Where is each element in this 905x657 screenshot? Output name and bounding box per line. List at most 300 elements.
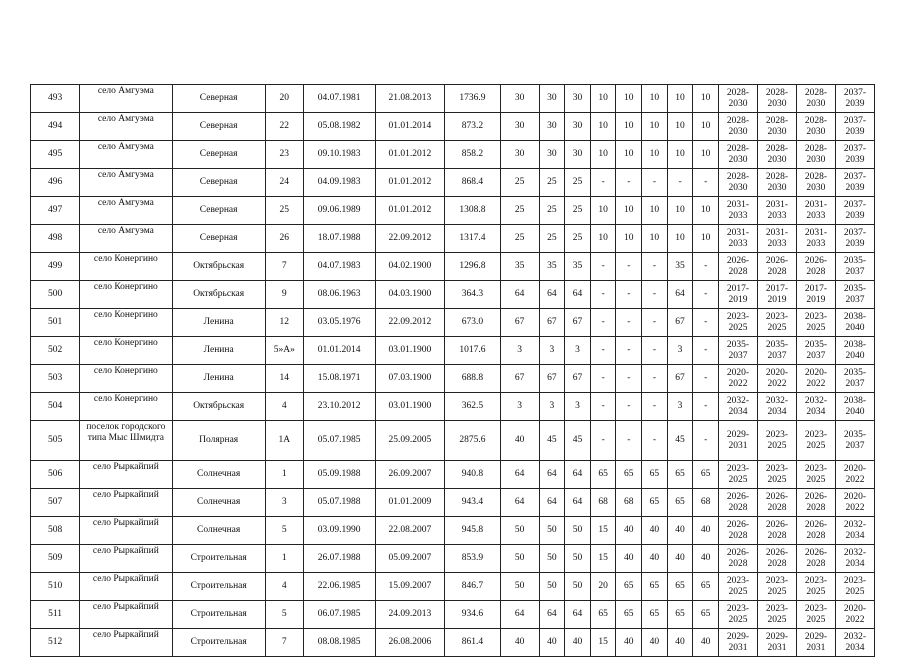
street-cell: Строительная	[172, 629, 265, 657]
street-cell: Строительная	[172, 573, 265, 601]
house-number-cell: 9	[265, 281, 303, 309]
house-number-cell: 24	[265, 169, 303, 197]
table-row	[31, 225, 875, 253]
table-row	[31, 337, 875, 365]
street-cell: Октябрьская	[172, 393, 265, 421]
repair-period-cell: 2017-2019	[796, 281, 835, 309]
wear-value-cell: 68	[590, 489, 616, 517]
wear-value-cell: 50	[539, 573, 565, 601]
repair-period-cell: 2038-2040	[835, 309, 874, 337]
locality-cell: село Конергино	[80, 253, 172, 281]
registration-date-cell: 05.09.2007	[375, 545, 445, 573]
street-cell: Ленина	[172, 365, 265, 393]
table-row	[31, 365, 875, 393]
wear-value-cell: -	[642, 169, 668, 197]
wear-value-cell: 65	[667, 489, 693, 517]
table-row	[31, 517, 875, 545]
locality-cell: село Рыркайпий	[80, 545, 172, 573]
wear-value-cell: 45	[565, 421, 591, 461]
wear-value-cell: 3	[565, 393, 591, 421]
house-number-cell: 5»А»	[265, 337, 303, 365]
repair-period-cell: 2017-2019	[718, 281, 757, 309]
area-cell: 2875.6	[445, 421, 500, 461]
wear-value-cell: 3	[539, 337, 565, 365]
wear-value-cell: 10	[642, 113, 668, 141]
row-number-cell: 505	[31, 421, 80, 461]
construction-date-cell: 15.08.1971	[303, 365, 375, 393]
wear-value-cell: 40	[667, 517, 693, 545]
house-number-cell: 5	[265, 517, 303, 545]
registration-date-cell: 03.01.1900	[375, 337, 445, 365]
wear-value-cell: -	[642, 421, 668, 461]
house-number-cell: 7	[265, 253, 303, 281]
wear-value-cell: 25	[500, 197, 539, 225]
repair-period-cell: 2028-2030	[796, 113, 835, 141]
wear-value-cell: 10	[590, 85, 616, 113]
area-cell: 846.7	[445, 573, 500, 601]
wear-value-cell: 65	[693, 601, 719, 629]
registration-date-cell: 04.03.1900	[375, 281, 445, 309]
house-number-cell: 5	[265, 601, 303, 629]
wear-value-cell: 65	[642, 489, 668, 517]
repair-period-cell: 2023-2025	[718, 601, 757, 629]
row-number-cell: 509	[31, 545, 80, 573]
wear-value-cell: 64	[539, 461, 565, 489]
wear-value-cell: 67	[667, 309, 693, 337]
construction-date-cell: 05.09.1988	[303, 461, 375, 489]
repair-period-cell: 2026-2028	[757, 489, 796, 517]
area-cell: 868.4	[445, 169, 500, 197]
repair-period-cell: 2037-2039	[835, 169, 874, 197]
repair-period-cell: 2031-2033	[757, 225, 796, 253]
house-number-cell: 4	[265, 573, 303, 601]
construction-date-cell: 26.07.1988	[303, 545, 375, 573]
row-number-cell: 494	[31, 113, 80, 141]
repair-period-cell: 2029-2031	[757, 629, 796, 657]
wear-value-cell: 25	[500, 169, 539, 197]
repair-period-cell: 2032-2034	[835, 545, 874, 573]
wear-value-cell: 50	[539, 517, 565, 545]
locality-cell: село Амгуэма	[80, 169, 172, 197]
wear-value-cell: 67	[539, 365, 565, 393]
wear-value-cell: 40	[500, 421, 539, 461]
row-number-cell: 500	[31, 281, 80, 309]
registration-date-cell: 03.01.1900	[375, 393, 445, 421]
wear-value-cell: 25	[565, 225, 591, 253]
wear-value-cell: 30	[539, 141, 565, 169]
repair-period-cell: 2038-2040	[835, 393, 874, 421]
repair-period-cell: 2037-2039	[835, 141, 874, 169]
wear-value-cell: -	[590, 393, 616, 421]
wear-value-cell: 40	[539, 629, 565, 657]
construction-date-cell: 03.09.1990	[303, 517, 375, 545]
repair-period-cell: 2023-2025	[718, 573, 757, 601]
repair-period-cell: 2031-2033	[796, 225, 835, 253]
row-number-cell: 493	[31, 85, 80, 113]
row-number-cell: 508	[31, 517, 80, 545]
wear-value-cell: 35	[565, 253, 591, 281]
wear-value-cell: 40	[616, 517, 642, 545]
table-row	[31, 393, 875, 421]
row-number-cell: 498	[31, 225, 80, 253]
table-row	[31, 85, 875, 113]
repair-period-cell: 2026-2028	[757, 545, 796, 573]
wear-value-cell: 64	[565, 489, 591, 517]
wear-value-cell: 50	[500, 517, 539, 545]
wear-value-cell: -	[693, 393, 719, 421]
wear-value-cell: 10	[590, 141, 616, 169]
wear-value-cell: 40	[693, 629, 719, 657]
repair-period-cell: 2026-2028	[796, 489, 835, 517]
wear-value-cell: 65	[642, 461, 668, 489]
wear-value-cell: 3	[500, 337, 539, 365]
wear-value-cell: 40	[616, 545, 642, 573]
locality-cell: село Рыркайпий	[80, 517, 172, 545]
house-number-cell: 23	[265, 141, 303, 169]
repair-period-cell: 2035-2037	[718, 337, 757, 365]
row-number-cell: 503	[31, 365, 80, 393]
wear-value-cell: 25	[539, 197, 565, 225]
wear-value-cell: -	[590, 253, 616, 281]
locality-cell: село Рыркайпий	[80, 629, 172, 657]
repair-period-cell: 2026-2028	[757, 517, 796, 545]
wear-value-cell: -	[616, 281, 642, 309]
wear-value-cell: 10	[693, 225, 719, 253]
street-cell: Солнечная	[172, 461, 265, 489]
document-page	[30, 84, 875, 657]
house-number-cell: 14	[265, 365, 303, 393]
wear-value-cell: -	[642, 253, 668, 281]
wear-value-cell: 3	[667, 337, 693, 365]
wear-value-cell: 30	[539, 113, 565, 141]
repair-period-cell: 2031-2033	[757, 197, 796, 225]
wear-value-cell: -	[616, 253, 642, 281]
registration-date-cell: 21.08.2013	[375, 85, 445, 113]
repair-period-cell: 2031-2033	[796, 197, 835, 225]
table-row	[31, 281, 875, 309]
locality-cell: поселок городского типа Мыс Шмидта	[80, 421, 172, 461]
repair-period-cell: 2031-2033	[718, 225, 757, 253]
repair-period-cell: 2035-2037	[835, 421, 874, 461]
house-number-cell: 20	[265, 85, 303, 113]
area-cell: 362.5	[445, 393, 500, 421]
table-row	[31, 197, 875, 225]
row-number-cell: 507	[31, 489, 80, 517]
wear-value-cell: 65	[616, 601, 642, 629]
repair-period-cell: 2028-2030	[718, 169, 757, 197]
area-cell: 1317.4	[445, 225, 500, 253]
repair-period-cell: 2029-2031	[718, 629, 757, 657]
repair-period-cell: 2035-2037	[757, 337, 796, 365]
wear-value-cell: 10	[616, 141, 642, 169]
wear-value-cell: 10	[616, 85, 642, 113]
wear-value-cell: 50	[565, 517, 591, 545]
repair-period-cell: 2032-2034	[835, 517, 874, 545]
wear-value-cell: 65	[667, 573, 693, 601]
wear-value-cell: 65	[693, 461, 719, 489]
repair-period-cell: 2020-2022	[718, 365, 757, 393]
registration-date-cell: 01.01.2012	[375, 197, 445, 225]
wear-value-cell: -	[642, 309, 668, 337]
area-cell: 943.4	[445, 489, 500, 517]
wear-value-cell: 10	[667, 113, 693, 141]
wear-value-cell: 10	[667, 141, 693, 169]
wear-value-cell: 64	[500, 281, 539, 309]
wear-value-cell: 64	[500, 489, 539, 517]
wear-value-cell: 10	[616, 197, 642, 225]
wear-value-cell: 40	[667, 629, 693, 657]
repair-period-cell: 2026-2028	[796, 253, 835, 281]
repair-period-cell: 2017-2019	[757, 281, 796, 309]
wear-value-cell: 67	[500, 365, 539, 393]
wear-value-cell: 40	[667, 545, 693, 573]
repair-period-cell: 2029-2031	[718, 421, 757, 461]
wear-value-cell: 3	[667, 393, 693, 421]
construction-date-cell: 05.07.1988	[303, 489, 375, 517]
wear-value-cell: -	[616, 169, 642, 197]
wear-value-cell: 68	[693, 489, 719, 517]
wear-value-cell: -	[642, 393, 668, 421]
wear-value-cell: 64	[565, 601, 591, 629]
construction-date-cell: 03.05.1976	[303, 309, 375, 337]
repair-period-cell: 2023-2025	[718, 309, 757, 337]
table-row	[31, 489, 875, 517]
wear-value-cell: 10	[667, 225, 693, 253]
wear-value-cell: 25	[500, 225, 539, 253]
house-number-cell: 22	[265, 113, 303, 141]
wear-value-cell: 65	[667, 461, 693, 489]
registration-date-cell: 15.09.2007	[375, 573, 445, 601]
wear-value-cell: 10	[693, 113, 719, 141]
street-cell: Северная	[172, 197, 265, 225]
wear-value-cell: 67	[565, 309, 591, 337]
wear-value-cell: 50	[500, 573, 539, 601]
repair-period-cell: 2026-2028	[718, 489, 757, 517]
row-number-cell: 506	[31, 461, 80, 489]
wear-value-cell: -	[616, 421, 642, 461]
locality-cell: село Конергино	[80, 281, 172, 309]
wear-value-cell: -	[616, 393, 642, 421]
repair-period-cell: 2028-2030	[757, 169, 796, 197]
table-row	[31, 461, 875, 489]
repair-period-cell: 2028-2030	[718, 85, 757, 113]
wear-value-cell: -	[590, 421, 616, 461]
repair-period-cell: 2020-2022	[835, 601, 874, 629]
repair-period-cell: 2028-2030	[796, 141, 835, 169]
wear-value-cell: 15	[590, 629, 616, 657]
area-cell: 1296.8	[445, 253, 500, 281]
locality-cell: село Амгуэма	[80, 113, 172, 141]
repair-period-cell: 2035-2037	[835, 281, 874, 309]
wear-value-cell: 10	[590, 113, 616, 141]
wear-value-cell: 10	[642, 197, 668, 225]
wear-value-cell: 40	[693, 517, 719, 545]
area-cell: 861.4	[445, 629, 500, 657]
locality-cell: село Рыркайпий	[80, 601, 172, 629]
street-cell: Строительная	[172, 545, 265, 573]
registration-date-cell: 07.03.1900	[375, 365, 445, 393]
repair-period-cell: 2023-2025	[796, 309, 835, 337]
house-number-cell: 12	[265, 309, 303, 337]
repair-period-cell: 2023-2025	[718, 461, 757, 489]
street-cell: Северная	[172, 85, 265, 113]
wear-value-cell: 15	[590, 517, 616, 545]
repair-period-cell: 2023-2025	[835, 573, 874, 601]
house-number-cell: 4	[265, 393, 303, 421]
row-number-cell: 495	[31, 141, 80, 169]
repair-period-cell: 2035-2037	[835, 253, 874, 281]
wear-value-cell: 30	[565, 113, 591, 141]
repair-period-cell: 2023-2025	[757, 601, 796, 629]
wear-value-cell: 64	[539, 281, 565, 309]
repair-period-cell: 2037-2039	[835, 197, 874, 225]
wear-value-cell: 50	[565, 573, 591, 601]
wear-value-cell: 50	[500, 545, 539, 573]
wear-value-cell: 45	[667, 421, 693, 461]
repair-period-cell: 2037-2039	[835, 85, 874, 113]
table-body	[31, 85, 875, 657]
construction-date-cell: 05.08.1982	[303, 113, 375, 141]
repair-period-cell: 2032-2034	[835, 629, 874, 657]
repair-period-cell: 2023-2025	[796, 461, 835, 489]
locality-cell: село Конергино	[80, 337, 172, 365]
wear-value-cell: 65	[667, 601, 693, 629]
wear-value-cell: -	[616, 337, 642, 365]
house-number-cell: 1	[265, 545, 303, 573]
area-cell: 873.2	[445, 113, 500, 141]
wear-value-cell: 40	[500, 629, 539, 657]
wear-value-cell: 64	[500, 461, 539, 489]
locality-cell: село Конергино	[80, 393, 172, 421]
repair-period-cell: 2020-2022	[835, 461, 874, 489]
registration-date-cell: 22.09.2012	[375, 309, 445, 337]
area-cell: 1308.8	[445, 197, 500, 225]
wear-value-cell: 10	[667, 85, 693, 113]
wear-value-cell: 10	[693, 85, 719, 113]
wear-value-cell: 64	[539, 489, 565, 517]
house-number-cell: 1	[265, 461, 303, 489]
registration-date-cell: 22.09.2012	[375, 225, 445, 253]
area-cell: 853.9	[445, 545, 500, 573]
table-row	[31, 545, 875, 573]
wear-value-cell: -	[693, 281, 719, 309]
construction-date-cell: 04.07.1983	[303, 253, 375, 281]
construction-date-cell: 06.07.1985	[303, 601, 375, 629]
street-cell: Солнечная	[172, 517, 265, 545]
wear-value-cell: 65	[590, 601, 616, 629]
repair-period-cell: 2028-2030	[718, 113, 757, 141]
repair-period-cell: 2031-2033	[718, 197, 757, 225]
house-number-cell: 3	[265, 489, 303, 517]
area-cell: 945.8	[445, 517, 500, 545]
wear-value-cell: 64	[565, 461, 591, 489]
house-number-cell: 7	[265, 629, 303, 657]
wear-value-cell: 10	[693, 197, 719, 225]
area-cell: 858.2	[445, 141, 500, 169]
area-cell: 1017.6	[445, 337, 500, 365]
repair-period-cell: 2023-2025	[796, 601, 835, 629]
wear-value-cell: 64	[565, 281, 591, 309]
wear-value-cell: 3	[565, 337, 591, 365]
wear-value-cell: 20	[590, 573, 616, 601]
area-cell: 364.3	[445, 281, 500, 309]
repair-period-cell: 2028-2030	[757, 113, 796, 141]
wear-value-cell: 3	[539, 393, 565, 421]
wear-value-cell: -	[667, 169, 693, 197]
construction-date-cell: 09.10.1983	[303, 141, 375, 169]
wear-value-cell: -	[616, 365, 642, 393]
table-row	[31, 629, 875, 657]
table-row	[31, 253, 875, 281]
construction-date-cell: 23.10.2012	[303, 393, 375, 421]
wear-value-cell: -	[590, 169, 616, 197]
repair-period-cell: 2020-2022	[796, 365, 835, 393]
street-cell: Строительная	[172, 601, 265, 629]
wear-value-cell: -	[590, 337, 616, 365]
repair-period-cell: 2023-2025	[757, 421, 796, 461]
wear-value-cell: -	[642, 337, 668, 365]
repair-period-cell: 2032-2034	[796, 393, 835, 421]
repair-period-cell: 2028-2030	[796, 169, 835, 197]
wear-value-cell: 10	[642, 141, 668, 169]
wear-value-cell: 45	[539, 421, 565, 461]
wear-value-cell: 67	[500, 309, 539, 337]
wear-value-cell: 40	[642, 629, 668, 657]
street-cell: Ленина	[172, 309, 265, 337]
table-row	[31, 141, 875, 169]
construction-date-cell: 01.01.2014	[303, 337, 375, 365]
locality-cell: село Амгуэма	[80, 197, 172, 225]
housing-register-table	[30, 84, 875, 657]
wear-value-cell: 64	[539, 601, 565, 629]
house-number-cell: 1А	[265, 421, 303, 461]
wear-value-cell: 65	[642, 573, 668, 601]
wear-value-cell: -	[693, 421, 719, 461]
repair-period-cell: 2023-2025	[757, 309, 796, 337]
repair-period-cell: 2038-2040	[835, 337, 874, 365]
locality-cell: село Рыркайпий	[80, 461, 172, 489]
repair-period-cell: 2028-2030	[757, 141, 796, 169]
repair-period-cell: 2029-2031	[796, 629, 835, 657]
wear-value-cell: 65	[616, 573, 642, 601]
wear-value-cell: 35	[667, 253, 693, 281]
wear-value-cell: -	[590, 281, 616, 309]
wear-value-cell: 64	[500, 601, 539, 629]
street-cell: Северная	[172, 113, 265, 141]
locality-cell: село Амгуэма	[80, 225, 172, 253]
wear-value-cell: 50	[565, 545, 591, 573]
locality-cell: село Конергино	[80, 309, 172, 337]
row-number-cell: 501	[31, 309, 80, 337]
table-row	[31, 309, 875, 337]
street-cell: Северная	[172, 141, 265, 169]
wear-value-cell: 68	[616, 489, 642, 517]
wear-value-cell: 35	[500, 253, 539, 281]
wear-value-cell: -	[693, 253, 719, 281]
row-number-cell: 504	[31, 393, 80, 421]
registration-date-cell: 01.01.2009	[375, 489, 445, 517]
wear-value-cell: 30	[565, 85, 591, 113]
wear-value-cell: -	[590, 365, 616, 393]
wear-value-cell: 35	[539, 253, 565, 281]
construction-date-cell: 09.06.1989	[303, 197, 375, 225]
locality-cell: село Конергино	[80, 365, 172, 393]
wear-value-cell: 10	[590, 197, 616, 225]
street-cell: Солнечная	[172, 489, 265, 517]
repair-period-cell: 2026-2028	[757, 253, 796, 281]
construction-date-cell: 08.08.1985	[303, 629, 375, 657]
row-number-cell: 496	[31, 169, 80, 197]
